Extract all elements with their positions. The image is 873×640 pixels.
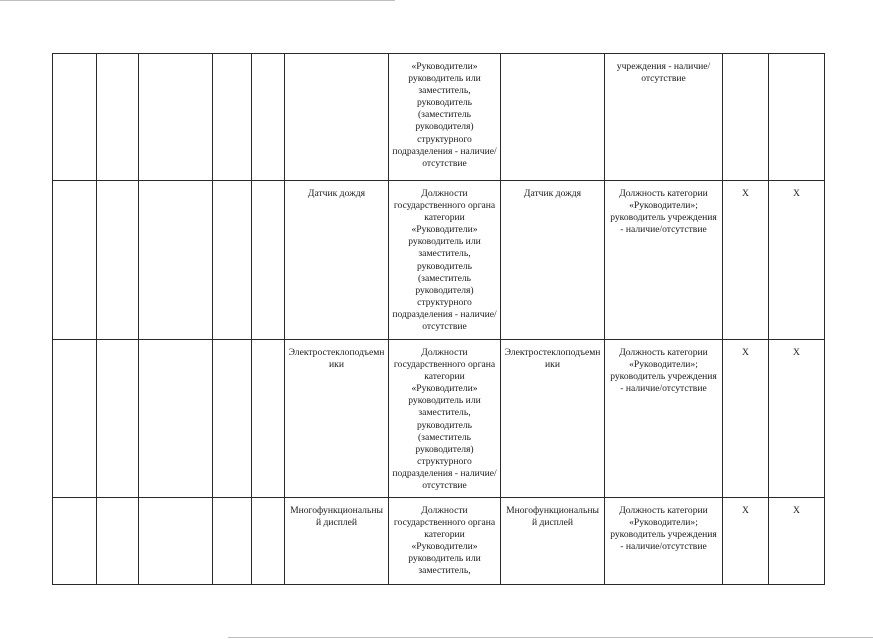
mark-cell: X xyxy=(769,340,825,498)
equipment-name-cell xyxy=(285,54,389,181)
table-row xyxy=(53,498,825,585)
table-cell xyxy=(97,181,139,340)
table-cell xyxy=(53,340,97,498)
position-criteria-cell: «Руководители» руководитель или заместитель, руководитель (заместитель руководителя) структурного подразделения - наличие/отсутствие xyxy=(389,54,501,181)
mark-cell xyxy=(769,54,825,181)
position-criteria-cell: Должность категории «Руководители»; руководитель учреждения - наличие/отсутствие xyxy=(605,340,723,498)
equipment-name-cell: Многофункциональный дисплей xyxy=(285,498,389,585)
table-cell xyxy=(213,340,252,498)
scan-edge-bottom xyxy=(228,637,873,638)
table-cell xyxy=(139,54,213,181)
equipment-name-cell: Датчик дождя xyxy=(501,181,605,340)
mark-cell: X xyxy=(723,498,769,585)
table-cell xyxy=(97,54,139,181)
table-cell xyxy=(139,340,213,498)
scan-edge-top xyxy=(0,0,395,1)
document-table xyxy=(52,53,825,585)
table-cell xyxy=(252,498,285,585)
equipment-name-cell: Электростеклоподъемники xyxy=(501,340,605,498)
equipment-name-cell xyxy=(501,54,605,181)
table-cell xyxy=(97,340,139,498)
position-criteria-cell: Должности государственного органа категории «Руководители» руководитель или заместитель, xyxy=(389,498,501,585)
table-cell xyxy=(139,498,213,585)
position-criteria-cell: Должность категории «Руководители»; руководитель учреждения - наличие/отсутствие xyxy=(605,181,723,340)
mark-cell: X xyxy=(769,181,825,340)
table-cell xyxy=(213,498,252,585)
table-cell xyxy=(213,54,252,181)
table-cell xyxy=(252,340,285,498)
table-cell xyxy=(252,181,285,340)
position-criteria-cell: Должности государственного органа категории «Руководители» руководитель или заместитель, руководитель (заместитель руководителя) структурного подразделения - наличие/отсутствие xyxy=(389,340,501,498)
equipment-name-cell: Датчик дождя xyxy=(285,181,389,340)
table-cell xyxy=(252,54,285,181)
table-cell xyxy=(53,54,97,181)
table-cell xyxy=(139,181,213,340)
table-cell xyxy=(53,498,97,585)
mark-cell: X xyxy=(723,181,769,340)
table-row xyxy=(53,54,825,181)
mark-cell: X xyxy=(723,340,769,498)
position-criteria-cell: учреждения - наличие/отсутствие xyxy=(605,54,723,181)
position-criteria-cell: Должности государственного органа категории «Руководители» руководитель или заместитель, руководитель (заместитель руководителя) структурного подразделения - наличие/отсутствие xyxy=(389,181,501,340)
position-criteria-cell: Должность категории «Руководители»; руководитель учреждения - наличие/отсутствие xyxy=(605,498,723,585)
table-cell xyxy=(53,181,97,340)
equipment-name-cell: Многофункциональный дисплей xyxy=(501,498,605,585)
table-cell xyxy=(97,498,139,585)
table-row xyxy=(53,340,825,498)
table-row xyxy=(53,181,825,340)
mark-cell xyxy=(723,54,769,181)
table-cell xyxy=(213,181,252,340)
mark-cell: X xyxy=(769,498,825,585)
equipment-name-cell: Электростеклоподъемники xyxy=(285,340,389,498)
